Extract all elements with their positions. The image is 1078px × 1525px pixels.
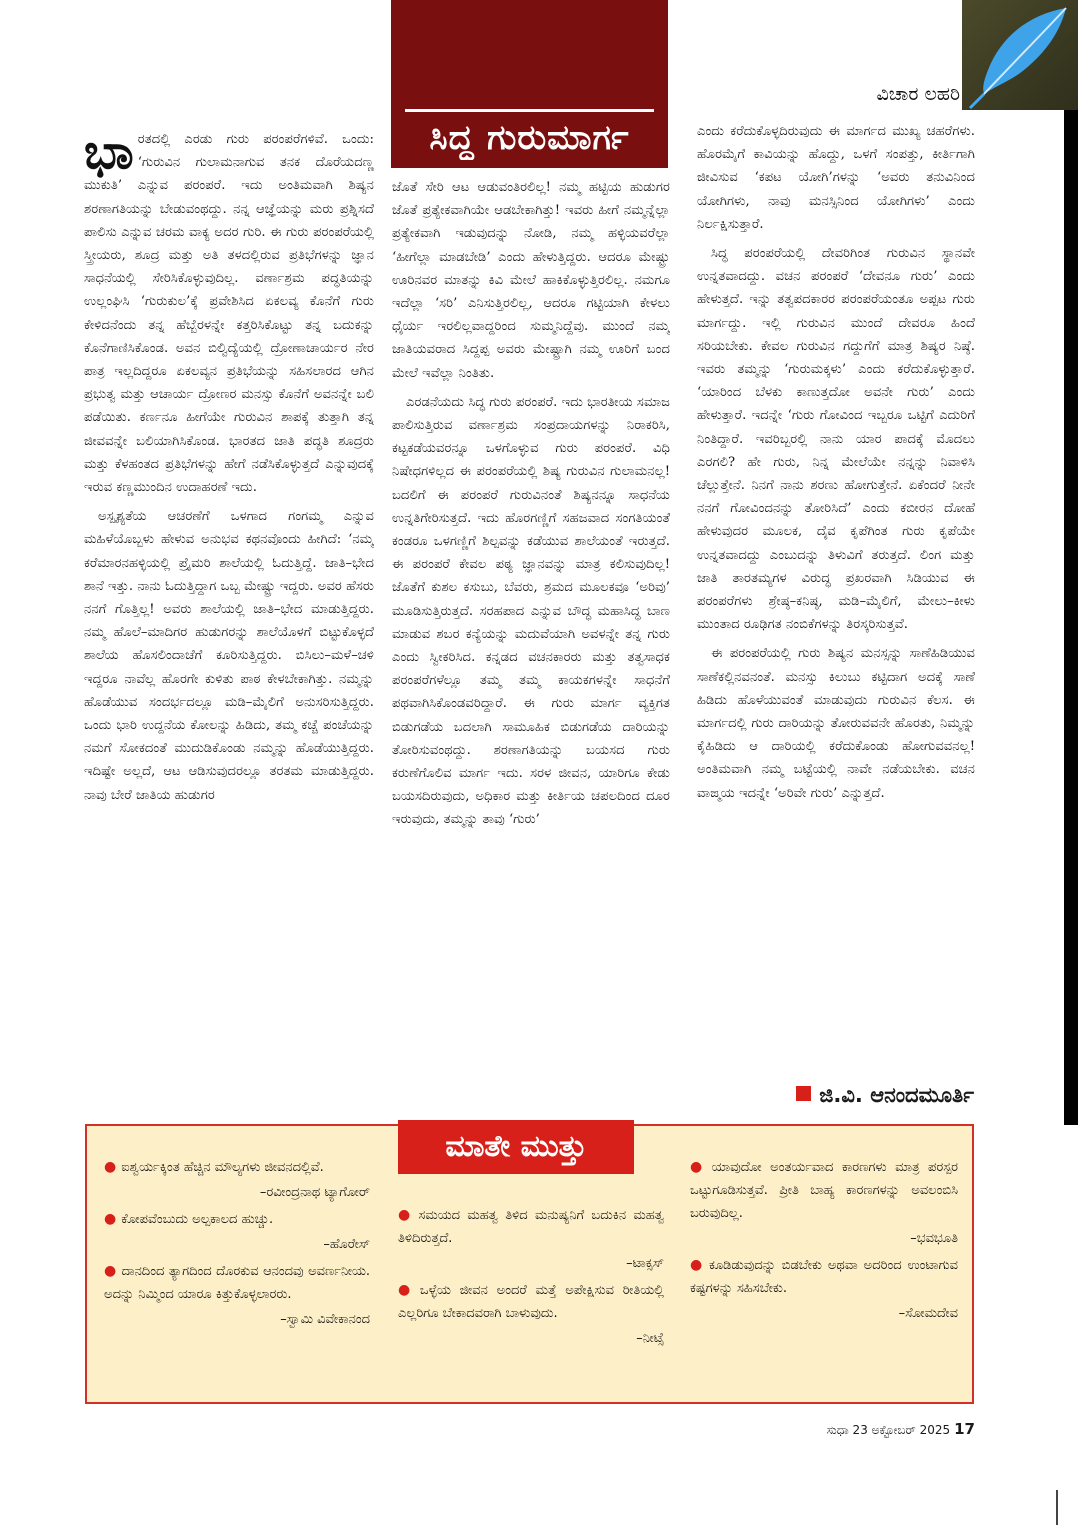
paragraph: ಎರಡನೆಯದು ಸಿದ್ಧ ಗುರು ಪರಂಪರೆ. ಇದು ಭಾರತೀಯ ಸಮಾಜ ಪಾಲಿಸುತ್ತಿರುವ ವರ್ಣಾಶ್ರಮ ಸಂಪ್ರದಾಯಗಳನ್ನು ನಿರಾಕರಿಸಿ, ಕಟ್ಟಕಡೆಯವರನ್ನೂ ಒಳಗೊಳ್ಳುವ ಗುರು ಪರಂಪರೆ. ವಿಧಿ ನಿಷೇಧಗಳಿಲ್ಲದ ಈ ಪರಂಪರೆಯಲ್ಲಿ ಶಿಷ್ಯ ಗುರುವಿನ ಗುಲಾಮನಲ್ಲ! ಬದಲಿಗೆ ಈ ಪರಂಪರೆ ಗುರುವಿನಂತೆ ಶಿಷ್ಯನನ್ನೂ ಸಾಧನೆಯ ಉನ್ನತಿಗೇರಿಸುತ್ತದೆ. ಇದು ಹೊರಗಣ್ಣಿಗೆ ಸಹಜವಾದ ಸಂಗತಿಯಂತೆ ಕಂಡರೂ ಒಳಗಣ್ಣಿಗೆ ಶಿಲ್ಪವನ್ನು ಕಡೆಯುವ ಶಾಲೆಯಂತೆ ಇರುತ್ತದೆ. ಈ ಪರಂಪರೆ ಕೇವಲ ಪಠ್ಯ ಜ್ಞಾನವನ್ನು ಮಾತ್ರ ಕಲಿಸುವುದಿಲ್ಲ! ಜೊತೆಗೆ ಕುಶಲ ಕಸುಬು, ಬೆವರು, ಶ್ರಮದ ಮೂಲಕವೂ ‘ಅರಿವು’ ಮೂಡಿಸುತ್ತಿರುತ್ತದೆ. ಸರಹಪಾದ ಎನ್ನುವ ಬೌದ್ಧ ಮಹಾಸಿದ್ಧ ಬಾಣ ಮಾಡುವ ಶಬರ ಕನ್ಯೆಯನ್ನು ಮದುವೆಯಾಗಿ ಅವಳನ್ನೇ ತನ್ನ ಗುರು ಎಂದು ಸ್ವೀಕರಿಸಿದ. ಕನ್ನಡದ ವಚನಕಾರರು ಮತ್ತು ತತ್ವಸಾಧಕ ಪರಂಪರೆಗಳೆಲ್ಲೂ ತಮ್ಮ ತಮ್ಮ ಕಾಯಕಗಳನ್ನೇ ಸಾಧನೆಗೆ ಪಥವಾಗಿಸಿಕೊಂಡವರಿದ್ದಾರೆ. ಈ ಗುರು ಮಾರ್ಗ ವ್ಯಕ್ತಿಗತ ಬಿಡುಗಡೆಯ ಬದಲಾಗಿ ಸಾಮೂಹಿಕ ಬಿಡುಗಡೆಯ ದಾರಿಯನ್ನು ತೋರಿಸುವಂಥದ್ದು. ಶರಣಾಗತಿಯನ್ನು ಬಯಸದ ಗುರು ಕರುಣೆಗೊಲಿವ ಮಾರ್ಗ ಇದು. ಸರಳ ಜೀವನ, ಯಾರಿಗೂ ಕೇಡು ಬಯಸದಿರುವುದು, ಅಧಿಕಾರ ಮತ್ತು ಕೀರ್ತಿಯ ಚಪಲದಿಂದ ದೂರ ಇರುವುದು, ತಮ್ಮನ್ನು ತಾವು ‘ಗುರು’ (392, 394, 670, 828)
column-label: ವಿಚಾರ ಲಹರಿ (876, 83, 960, 105)
dropcap: ಭಾ (84, 128, 134, 180)
quote-author: –ರವೀಂದ್ರನಾಥ ಟ್ಯಾಗೋರ್ (259, 1185, 370, 1200)
quote-author: –ಭವಭೂತಿ (910, 1231, 958, 1246)
paragraph: ಭಾರತದಲ್ಲಿ ಎರಡು ಗುರು ಪರಂಪರೆಗಳಿವೆ. ಒಂದು: ‘ಗುರುವಿನ ಗುಲಾಮನಾಗುವ ತನಕ ದೊರೆಯದಣ್ಣ ಮುಕುತಿ’ ಎನ್ನುವ ಪರಂಪರೆ. ಇದು ಅಂತಿಮವಾಗಿ ಶಿಷ್ಯನ ಶರಣಾಗತಿಯನ್ನು ಬೇಡುವಂಥದ್ದು. ನನ್ನ ಆಜ್ಞೆಯನ್ನು ಮರು ಪ್ರಶ್ನಿಸದೆ ಪಾಲಿಸು ಎನ್ನುವ ಚರಮ ವಾಕ್ಯ ಅದರ ಗುರಿ. ಈ ಗುರು ಪರಂಪರೆಯಲ್ಲಿ ಸ್ತ್ರೀಯರು, ಶೂದ್ರ ಮತ್ತು ಅತಿ ತಳದಲ್ಲಿರುವ ಪ್ರತಿಭೆಗಳನ್ನು ಜ್ಞಾನ ಸಾಧನೆಯಲ್ಲಿ ಸೇರಿಸಿಕೊಳ್ಳುವುದಿಲ್ಲ. ವರ್ಣಾಶ್ರಮ ಪದ್ಧತಿಯನ್ನು ಉಲ್ಲಂಘಿಸಿ ‘ಗುರುಕುಲ’ಕ್ಕೆ ಪ್ರವೇಶಿಸಿದ ಏಕಲವ್ಯ ಕೊನೆಗೆ ಗುರು ಕೇಳಿದನೆಂದು ತನ್ನ ಹೆಬ್ಬೆರಳನ್ನೇ ಕತ್ತರಿಸಿಕೊಟ್ಟು ತನ್ನ ಬದುಕನ್ನು ಕೊನೆಗಾಣಿಸಿಕೊಂಡ. ಅವನ ಬಿಲ್ವಿದ್ಯೆಯಲ್ಲಿ ದ್ರೋಣಾಚಾರ್ಯರ ನೇರ ಪಾತ್ರ ಇಲ್ಲದಿದ್ದರೂ ಏಕಲವ್ಯನ ಪ್ರತಿಭೆಯನ್ನು ಸಹಿಸಲಾರದ ಆಗಿನ ಪ್ರಭುತ್ವ ಮತ್ತು ಆಚಾರ್ಯ ದ್ರೋಣರ ಮನಸ್ಸು ಕೊನೆಗೆ ಅವನನ್ನೇ ಬಲಿ ಪಡೆಯಿತು. ಕರ್ಣನೂ ಹೀಗೆಯೇ ಗುರುವಿನ ಶಾಪಕ್ಕೆ ತುತ್ತಾಗಿ ತನ್ನ ಜೀವವನ್ನೇ ಬಲಿಯಾಗಿಸಿಕೊಂಡ. ಭಾರತದ ಜಾತಿ ಪದ್ಧತಿ ಶೂದ್ರರು ಮತ್ತು ಕೆಳಹಂತದ ಪ್ರತಿಭೆಗಳನ್ನು ಹೇಗೆ ನಡೆಸಿಕೊಳ್ಳುತ್ತದೆ ಎನ್ನುವುದಕ್ಕೆ ಇರುವ ಕಣ್ಣಮುಂದಿನ ಉದಾಹರಣೆ ಇದು. (84, 128, 374, 496)
quote-author: –ನೀಟ್ಸೆ (636, 1331, 664, 1346)
page-footer (760, 1418, 975, 1440)
bullet-icon: ● (690, 1257, 705, 1273)
bullet-icon: ● (690, 1159, 707, 1175)
quote-author: –ಟಾಕ್ಸಸ್ (626, 1256, 664, 1271)
quote-text: ಐಶ್ವರ್ಯಕ್ಕಿಂತ ಹೆಚ್ಚಿನ ಮೌಲ್ಯಗಳು ಜೀವನದಲ್ಲಿವೆ. (121, 1160, 324, 1175)
quote-box-title: ಮಾತೇ ಮುತ್ತು (398, 1120, 634, 1174)
paragraph: ಎಂದು ಕರೆದುಕೊಳ್ಳದಿರುವುದು ಈ ಮಾರ್ಗದ ಮುಖ್ಯ ಚಹರೆಗಳು. ಹೊರಮೈಗೆ ಕಾವಿಯನ್ನು ಹೊದ್ದು, ಒಳಗೆ ಸಂಪತ್ತು, ಕೀರ್ತಿಗಾಗಿ ಜೀವಿಸುವ ‘ಕಪಟ ಯೋಗಿ’ಗಳನ್ನು ‘ಅವರು ತನುವಿನಿಂದ ಯೋಗಿಗಳು, ನಾವು ಮನಸ್ಸಿನಿಂದ ಯೋಗಿಗಳು’ ಎಂದು ನಿರ್ಲಕ್ಷಿಸುತ್ತಾರೆ. (697, 124, 975, 232)
quote-author: –ಹೊರೇಸ್ (323, 1237, 370, 1252)
paragraph: ಜೊತೆ ಸೇರಿ ಆಟ ಆಡುವಂತಿರಲಿಲ್ಲ! ನಮ್ಮ ಹಟ್ಟಿಯ ಹುಡುಗರ ಜೊತೆ ಪ್ರತ್ಯೇಕವಾಗಿಯೇ ಆಡಬೇಕಾಗಿತ್ತು! ಇವರು ಹೀಗೆ ನಮ್ಮನ್ನೆಲ್ಲಾ ಪ್ರತ್ಯೇಕವಾಗಿ ಇಡುವುದನ್ನು ನೋಡಿ, ನಮ್ಮ ಹಳ್ಳಿಯವರೆಲ್ಲಾ ‘ಹೀಗೆಲ್ಲಾ ಮಾಡಬೇಡಿ’ ಎಂದು ಹೇಳುತ್ತಿದ್ದರು. ಆದರೂ ಮೇಷ್ಟ್ರು ಊರಿನವರ ಮಾತನ್ನು ಕಿವಿ ಮೇಲೆ ಹಾಕಿಕೊಳ್ಳುತ್ತಿರಲಿಲ್ಲ. ನಮಗೂ ಇದೆಲ್ಲಾ ‘ಸರಿ’ ಎನಿಸುತ್ತಿರಲಿಲ್ಲ, ಆದರೂ ಗಟ್ಟಿಯಾಗಿ ಕೇಳಲು ಧೈರ್ಯ ಇರಲಿಲ್ಲವಾದ್ದರಿಂದ ಸುಮ್ಮನಿದ್ದೆವು. ಮುಂದೆ ನಮ್ಮ ಜಾತಿಯವರಾದ ಸಿದ್ದಪ್ಪ ಅವರು ಮೇಷ್ಟ್ರಾಗಿ ನಮ್ಮ ಊರಿಗೆ ಬಂದ ಮೇಲೆ ಇವೆಲ್ಲಾ ನಿಂತಿತು. (392, 180, 670, 381)
quote-item (398, 1204, 664, 1275)
title-block (391, 0, 668, 168)
square-bullet-icon (796, 1086, 811, 1101)
quote-item (398, 1279, 664, 1350)
crop-mark (1056, 1490, 1058, 1525)
quote-author: –ಸೋಮದೇವ (898, 1306, 958, 1321)
article-title: ಸಿದ್ಧ ಗುರುಮಾರ್ಗ (429, 118, 630, 158)
side-bar (1064, 110, 1078, 1125)
author-byline (744, 1080, 974, 1110)
quote-item (690, 1254, 958, 1325)
bullet-icon: ● (398, 1282, 415, 1298)
author-name: ಜಿ.ವಿ. ಆನಂದಮೂರ್ತಿ (819, 1083, 974, 1107)
paragraph: ಅಸ್ಪೃಶ್ಯತೆಯ ಆಚರಣೆಗೆ ಒಳಗಾದ ಗಂಗಮ್ಮ ಎನ್ನುವ ಮಹಿಳೆಯೊಬ್ಬಳು ಹೇಳುವ ಅನುಭವ ಕಥನವೊಂದು ಹೀಗಿದೆ: ‘ನಮ್ಮ ಕರೆಮಾರನಹಳ್ಳಿಯಲ್ಲಿ ಪ್ರೈಮರಿ ಶಾಲೆಯಲ್ಲಿ ಓದುತ್ತಿದ್ದೆ. ಜಾತಿ–ಭೇದ ಶಾನೆ ಇತ್ತು. ನಾನು ಓದುತ್ತಿದ್ದಾಗ ಒಬ್ಬ ಮೇಷ್ಟ್ರು ಇದ್ದರು. ಅವರ ಹೆಸರು ನನಗೆ ಗೊತ್ತಿಲ್ಲ! ಅವರು ಶಾಲೆಯಲ್ಲಿ ಜಾತಿ–ಭೇದ ಮಾಡುತ್ತಿದ್ದರು. ನಮ್ಮ ಹೊಲೆ–ಮಾದಿಗರ ಹುಡುಗರನ್ನು ಶಾಲೆಯೊಳಗೆ ಬಿಟ್ಟುಕೊಳ್ಳದೆ ಶಾಲೆಯ ಹೊಸಲಿಂದಾಚೆಗೆ ಕೂರಿಸುತ್ತಿದ್ದರು. ಬಿಸಿಲು–ಮಳೆ–ಚಳಿ ಇದ್ದರೂ ನಾವೆಲ್ಲ ಹೊರಗೇ ಕುಳಿತು ಪಾಠ ಕೇಳಬೇಕಾಗಿತ್ತು. ನಮ್ಮನ್ನು ಹೊಡೆಯುವ ಸಂದರ್ಭದಲ್ಲೂ ಮಡಿ–ಮೈಲಿಗೆ ಅನುಸರಿಸುತ್ತಿದ್ದರು. ಒಂದು ಭಾರಿ ಉದ್ದನೆಯ ಕೋಲನ್ನು ಹಿಡಿದು, ತಮ್ಮ ಕಚ್ಚೆ ಪಂಚೆಯನ್ನು ನಮಗೆ ಸೋಕದಂತೆ ಮುದುಡಿಕೊಂಡು ನಮ್ಮನ್ನು ಹೊಡೆಯುತ್ತಿದ್ದರು. ಇದಿಷ್ಟೇ ಅಲ್ಲದೆ, ಆಟ ಆಡಿಸುವುದರಲ್ಲೂ ತರತಮ ಮಾಡುತ್ತಿದ್ದರು. ನಾವು ಬೇರೆ ಜಾತಿಯ ಹುಡುಗರ (84, 509, 374, 803)
quote-column-3 (690, 1156, 958, 1396)
article-column-3 (697, 120, 975, 1075)
feather-icon (962, 0, 1078, 110)
quote-column-1 (104, 1156, 370, 1396)
article-column-2 (392, 176, 670, 1120)
paragraph: ಸಿದ್ಧ ಪರಂಪರೆಯಲ್ಲಿ ದೇವರಿಗಿಂತ ಗುರುವಿನ ಸ್ಥಾನವೇ ಉನ್ನತವಾದದ್ದು. ವಚನ ಪರಂಪರೆ ‘ದೇವನೂ ಗುರು’ ಎಂದು ಹೇಳುತ್ತದೆ. ಇನ್ನು ತತ್ವಪದಕಾರರ ಪರಂಪರೆಯಂತೂ ಅಪ್ಪಟ ಗುರು ಮಾರ್ಗದ್ದು. ಇಲ್ಲಿ ಗುರುವಿನ ಮುಂದೆ ದೇವರೂ ಹಿಂದೆ ಸರಿಯಬೇಕು. ಕೇವಲ ಗುರುವಿನ ಗದ್ದುಗೆಗೆ ಮಾತ್ರ ಶಿಷ್ಯರ ನಿಷ್ಠೆ. ಇವರು ತಮ್ಮನ್ನು ‘ಗುರುಮಕ್ಕಳು’ ಎಂದು ಕರೆದುಕೊಳ್ಳುತ್ತಾರೆ. ‘ಯಾರಿಂದ ಬೆಳಕು ಕಾಣುತ್ತದೋ ಅವನೇ ಗುರು’ ಎಂದು ಹೇಳುತ್ತಾರೆ. ಇದನ್ನೇ ‘ಗುರು ಗೋವಿಂದ ಇಬ್ಬರೂ ಒಟ್ಟಿಗೆ ಎದುರಿಗೆ ನಿಂತಿದ್ದಾರೆ. ಇವರಿಬ್ಬರಲ್ಲಿ ನಾನು ಯಾರ ಪಾದಕ್ಕೆ ಮೊದಲು ಎರಗಲಿ? ಹೇ ಗುರು, ನಿನ್ನ ಮೇಲೆಯೇ ನನ್ನನ್ನು ನಿವಾಳಿಸಿ ಚೆಲ್ಲುತ್ತೇನೆ. ನಿನಗೆ ನಾನು ಶರಣು ಹೋಗುತ್ತೇನೆ. ಏಕೆಂದರೆ ನೀನೇ ನನಗೆ ಗೋವಿಂದನನ್ನು ತೋರಿಸಿದೆ’ ಎಂದು ಕಬೀರನ ದೋಹೆ ಹೇಳುವುದರ ಮೂಲಕ, ದೈವ ಕೃಪೆಗಿಂತ ಗುರು ಕೃಪೆಯೇ ಉನ್ನತವಾದದ್ದು ಎಂಬುದನ್ನು ತಿಳುವಿಗೆ ತರುತ್ತದೆ. ಲಿಂಗ ಮತ್ತು ಜಾತಿ ತಾರತಮ್ಯಗಳ ವಿರುದ್ಧ ಪ್ರಖರವಾಗಿ ಸಿಡಿಯುವ ಈ ಪರಂಪರೆಗಳು ಶ್ರೇಷ್ಠ–ಕನಿಷ್ಠ, ಮಡಿ–ಮೈಲಿಗೆ, ಮೇಲು–ಕೀಳು ಮುಂತಾದ ರೂಢಿಗತ ನಂಬಿಕೆಗಳನ್ನು ತಿರಸ್ಕರಿಸುತ್ತವೆ. (697, 246, 975, 633)
article-column-1 (84, 128, 374, 1120)
page-number: 17 (954, 1420, 975, 1438)
bullet-icon: ● (104, 1211, 117, 1227)
title-rule (405, 109, 654, 112)
quote-item (690, 1156, 958, 1250)
quote-text: ಸಮಯದ ಮಹತ್ವ ತಿಳಿದ ಮನುಷ್ಯನಿಗೆ ಬದುಕಿನ ಮಹತ್ವ ತಿಳಿದಿರುತ್ತದೆ. (398, 1208, 664, 1246)
magazine-issue: ಸುಧಾ 23 ಅಕ್ಟೋಬರ್ 2025 (826, 1423, 951, 1437)
bullet-icon: ● (104, 1263, 117, 1279)
quote-text: ದಾನದಿಂದ ತ್ಯಾಗದಿಂದ ದೊರಕುವ ಆನಂದವು ಅವರ್ಣನೀಯ. ಅದನ್ನು ನಿಮ್ಮಿಂದ ಯಾರೂ ಕಿತ್ತುಕೊಳ್ಳಲಾರರು. (104, 1264, 370, 1302)
quote-text: ಕೋಪವೆಂಬುದು ಅಲ್ಪಕಾಲದ ಹುಚ್ಚು. (121, 1212, 274, 1227)
quote-text: ಕೂಡಿಡುವುದನ್ನು ಬಿಡಬೇಕು ಅಥವಾ ಅದರಿಂದ ಉಂಟಾಗುವ ಕಷ್ಟಗಳನ್ನು ಸಹಿಸಬೇಕು. (690, 1258, 958, 1296)
quote-text: ಯಾವುದೋ ಅಂತರ್ಯವಾದ ಕಾರಣಗಳು ಮಾತ್ರ ಪರಸ್ಪರ ಒಟ್ಟುಗೂಡಿಸುತ್ತವೆ. ಪ್ರೀತಿ ಬಾಹ್ಯ ಕಾರಣಗಳನ್ನು ಅವಲಂಬಿಸಿ ಬರುವುದಿಲ್ಲ. (690, 1160, 958, 1221)
paragraph: ಈ ಪರಂಪರೆಯಲ್ಲಿ ಗುರು ಶಿಷ್ಯನ ಮನಸ್ಸನ್ನು ಸಾಣೆಹಿಡಿಯುವ ಸಾಣೆಕಲ್ಲಿನವನಂತೆ. ಮನಸ್ಸು ಕಿಲುಬು ಕಟ್ಟಿದಾಗ ಅದಕ್ಕೆ ಸಾಣೆ ಹಿಡಿದು ಹೊಳೆಯುವಂತೆ ಮಾಡುವುದು ಗುರುವಿನ ಕೆಲಸ. ಈ ಮಾರ್ಗದಲ್ಲಿ ಗುರು ದಾರಿಯನ್ನು ತೋರುವವನೇ ಹೊರತು, ನಿಮ್ಮನ್ನು ಕೈಹಿಡಿದು ಆ ದಾರಿಯಲ್ಲಿ ಕರೆದುಕೊಂಡು ಹೋಗುವವನಲ್ಲ! ಅಂತಿಮವಾಗಿ ನಮ್ಮ ಬಟ್ಟೆಯಲ್ಲಿ ನಾವೇ ನಡೆಯಬೇಕು. ವಚನ ವಾಙ್ಮಯ ಇದನ್ನೇ ‘ಅರಿವೇ ಗುರು’ ಎನ್ನುತ್ತದೆ. (697, 646, 975, 801)
quote-item (104, 1156, 370, 1204)
quote-item (104, 1260, 370, 1331)
column-logo (962, 0, 1078, 110)
quote-text: ಒಳ್ಳೆಯ ಜೀವನ ಅಂದರೆ ಮತ್ತೆ ಅಪೇಕ್ಷಿಸುವ ರೀತಿಯಲ್ಲಿ ಎಲ್ಲರಿಗೂ ಬೇಕಾದವರಾಗಿ ಬಾಳುವುದು. (398, 1283, 664, 1321)
quote-author: –ಸ್ವಾಮಿ ವಿವೇಕಾನಂದ (280, 1312, 370, 1327)
quote-column-2 (398, 1204, 664, 1396)
bullet-icon: ● (104, 1159, 117, 1175)
bullet-icon: ● (398, 1207, 414, 1223)
quote-item (104, 1208, 370, 1256)
